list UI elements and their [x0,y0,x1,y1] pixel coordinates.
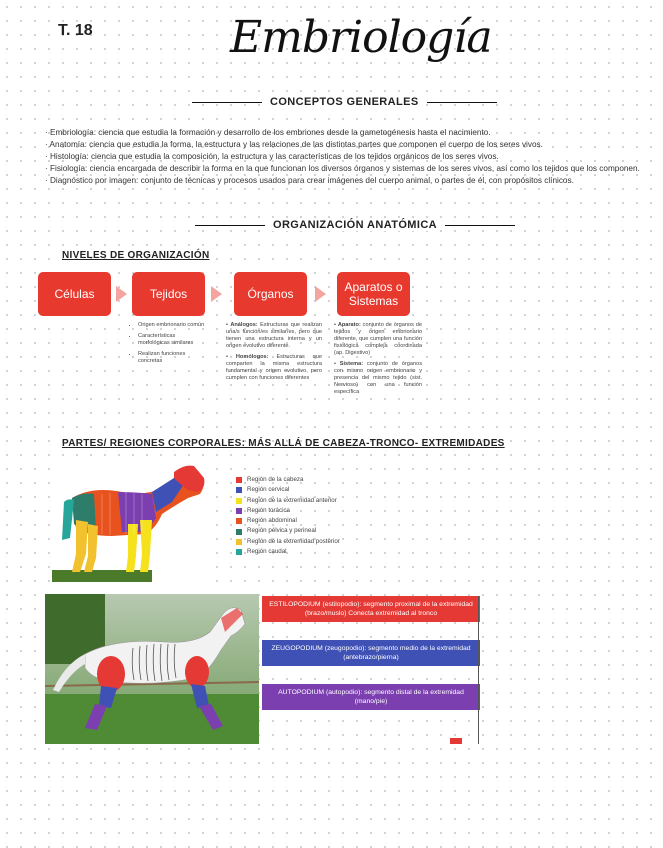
autopodium-box: AUTOPODIUM (autopodio): segmento distal de la extremidad (mano/pie) [262,684,480,710]
legend-label: Región torácica [247,506,290,514]
organos-description [226,322,322,386]
sistema-term: Sistema: [339,361,364,367]
legend-swatch [236,508,242,514]
legend-item [236,475,340,485]
level-box-celulas: Células [38,272,111,316]
definition-item: · Anatomía: ciencia que estudia la forma, la estructura y las relaciones de las distintas partes que componen el cuerpo de los seres vivos. [45,140,543,149]
level-box-tejidos: Tejidos [132,272,205,316]
page-title: Embriología [230,12,492,63]
levels-diagram [38,272,422,412]
definition-item: · Embriología: ciencia que estudia la formación y desarrollo de los embriones desde la gametogénesis hasta el nacimiento. [45,128,491,137]
limb-segments-panel [262,596,480,728]
level-box-aparatos: Aparatos o Sistemas [337,272,410,316]
heading-rule-right [445,225,515,226]
stylopodium-box: ESTILOPODIUM (estilopodio): segmento proximal de la extremidad (brazo/muslo) Conecta extremidad al tronco [262,596,480,622]
legend-swatch [236,487,242,493]
legend-swatch [236,518,242,524]
legend-swatch [236,549,242,555]
aparato-text: conjunto de órganos de tejidos y origen embrionario diferente, que cumplen una función fisiológica compleja coordinada (ap. Digestivo) [334,322,422,356]
legend-item [236,496,340,506]
legend-label: Región de la extremidad posterior [247,537,340,545]
analogos-paragraph: • Análogos: Estructuras que realizan una/s función/es similar/es, pero que tienen una estructura interna y un origen evolutivo diferente. [226,322,322,349]
legend-swatch [236,539,242,545]
sistema-paragraph: • Sistema: conjunto de órganos con mismo origen embrionario y presencia del mismo tejido (sist. Nervioso) con una función específica [334,361,422,395]
list-item: • Realizan funciones concretas [138,351,208,365]
horse-limb-segments-image [45,594,259,744]
section-title: ORGANIZACIÓN ANATÓMICA [273,219,438,231]
level-box-organos: Órganos [234,272,307,316]
definition-item: · Diagnóstico por imagen: conjunto de técnicas y procesos usados para crear imágenes del cuerpo animal, o partes de él, con propósitos clínicos. [45,176,574,185]
horse-regions-image [52,458,212,584]
definitions-list [45,127,645,187]
legend-label: Región abdominal [247,517,297,525]
niveles-heading: NIVELES DE ORGANIZACIÓN [62,250,210,261]
list-item: • Características morfológicas similares [138,333,208,347]
regions-legend [236,475,340,557]
heading-rule-left [192,102,262,103]
legend-label: Región pélvica y perineal [247,527,317,535]
red-marker [450,738,462,744]
section-heading-organizacion [195,219,515,231]
section-heading-conceptos [192,96,497,108]
list-item: • Origen embrionario común [138,322,208,329]
legend-item [236,547,340,557]
vertical-divider [478,596,479,744]
aparato-paragraph: • Aparato: conjunto de órganos de tejidos y origen embrionario diferente, que cumplen una función fisiológica compleja coordinada (ap. Digestivo) [334,322,422,356]
legend-item [236,485,340,495]
legend-item [236,526,340,536]
legend-label: Región de la cabeza [247,476,304,483]
zeugopodium-box: ZEUGOPODIUM (zeugopodio): segmento medio de la extremidad (antebrazo/pierna) [262,640,480,666]
legend-label: Región caudal [247,548,287,556]
aparato-term: Aparato: [337,322,361,328]
definition-item: · Fisiología: ciencia encargada de describir la forma en la que funcionan los diversos órganos y sistemas de los seres vivos, así como los tejidos que los componen. [45,164,640,173]
arrow-icon [116,286,127,302]
homologos-text: Estructuras que comparten la misma estructura fundamental y origen evolutivo, pero cumplen con funciones diferentes [226,354,322,381]
homologos-paragraph: • Homólogos: Estructuras que comparten la misma estructura fundamental y origen evolutivo, pero cumplen con funciones diferentes [226,354,322,381]
heading-rule-left [195,225,265,226]
sistema-text: conjunto de órganos con mismo origen embrionario y presencia del mismo tejido (sist. Nervioso) con una función específica [334,361,422,395]
arrow-icon [315,286,326,302]
arrow-icon [211,286,222,302]
heading-rule-right [427,102,497,103]
legend-swatch [236,477,242,483]
homologos-term: Homólogos: [235,354,269,360]
analogos-text: Estructuras que realizan una/s función/es similar/es, pero que tienen una estructura interna y un origen evolutivo diferente. [226,322,322,349]
legend-swatch [236,529,242,535]
legend-label: Región de la extremidad anterior [247,496,337,504]
legend-item [236,516,340,526]
analogos-term: Análogos: [230,322,258,328]
legend-swatch [236,498,242,504]
tejidos-description [130,322,208,369]
aparatos-description [334,322,422,400]
partes-heading: PARTES/ REGIONES CORPORALES: MÁS ALLÁ DE CABEZA-TRONCO- EXTREMIDADES [62,438,505,449]
topic-number: T. 18 [58,22,93,39]
legend-item [236,537,340,547]
definition-item: · Histología: ciencia que estudia la composición, la estructura y las características de los tejidos orgánicos de los seres vivos. [45,152,499,161]
section-title: CONCEPTOS GENERALES [270,96,419,108]
legend-item [236,506,340,516]
legend-label: Región cervical [247,486,290,494]
